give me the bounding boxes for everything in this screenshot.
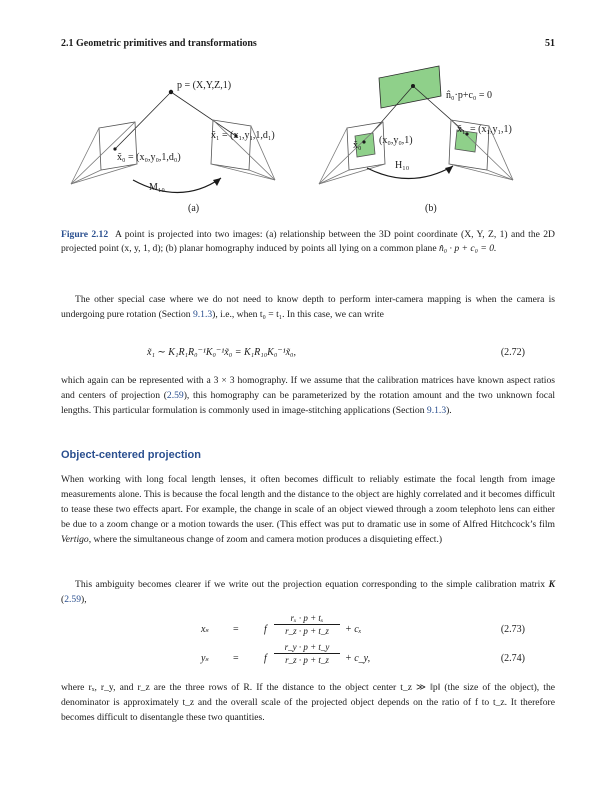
paragraph-homography — [61, 373, 555, 418]
label-x1-right: x̃₁ — [457, 124, 466, 135]
caption-text-1: A point is projected into two images: (a) relationship between the 3D point coordinate (X, Y, Z, 1) and the 2D projected point (x, y, 1, d); (b) planar homography induced by points all lying on a common plane — [61, 229, 555, 254]
label-x0-right: x̃₀ — [353, 140, 362, 151]
eq274-plus: + c_y, — [345, 653, 371, 664]
equation-ref-link-2[interactable]: 2.59 — [64, 594, 81, 605]
para3-text-1: When working with long focal length lenses, it often becomes difficult to reliably estimate the focal length from image measurements alone. This is because the focal length and the distance to the object are highly correlated and it becomes difficult to tease these two effects apart. For example, the change in scale of an object viewed through a zoom telephoto lens can either be due to a zoom change or a motion towards the user. (This effect was put to dramatic use in some of Alfred Hitchcock’s film — [61, 474, 555, 530]
camera-right-image-a — [211, 120, 251, 170]
section-ref-link[interactable]: 9.1.3 — [192, 309, 213, 320]
equation-ref-link[interactable]: 2.59 — [166, 390, 184, 401]
para1-text-1: The other special case where we do not need to know depth to perform inter-camera mapping is when the camera is undergoing pure rotation (Section — [61, 294, 555, 320]
eq273-number: (2.73) — [500, 624, 525, 635]
eq273-equals: = — [233, 624, 239, 635]
film-title: Vertigo — [61, 534, 89, 545]
paragraph-ambiguity — [61, 577, 555, 607]
ray-left-a — [115, 92, 171, 149]
equation-2-74 — [61, 642, 555, 678]
arrow-h10 — [367, 166, 453, 179]
section-ref-link-2[interactable]: 9.1.3 — [426, 405, 447, 416]
eq274-equals: = — [233, 653, 239, 664]
label-plane-eq: n̂₀·p+c₀ = 0 — [446, 90, 493, 101]
label-x1-coords: = (x₁,y₁,1) — [470, 124, 512, 135]
page-number: 51 — [545, 38, 555, 49]
panel-a — [71, 92, 275, 193]
equation-body: x̃₁ ∼ K₁R₁R₀⁻¹K₀⁻¹x̃₀ = K₁R₁₀K₀⁻¹x̃₀, — [147, 347, 297, 358]
eq274-fraction — [274, 642, 340, 665]
figure-diagram — [61, 56, 555, 220]
figure-caption — [61, 228, 555, 255]
label-point-p: p = (X,Y,Z,1) — [177, 80, 232, 91]
eq273-lhs: xₛ — [201, 624, 209, 635]
eq274-denominator: r_z · p + t_z — [285, 655, 329, 665]
label-h10: H₁₀ — [395, 160, 410, 171]
eq274-f: f — [264, 653, 267, 664]
para1-text-2: ), i.e., when t₀ = t₁. In this case, we can write — [212, 309, 384, 320]
paragraph-long-focal — [61, 472, 555, 547]
para5-text: where rₓ, r_y, and r_z are the three rows of R. If the distance to the object center t_z ≫ ‖p‖ (the size of the object), the denominator is approximately t_z and the overall scale of the projected object depends on the ratio of f to t_z. It therefore becomes difficult to disentangle these two quantities. — [61, 682, 555, 723]
plane-3d — [379, 66, 441, 108]
equation-number: (2.72) — [500, 347, 525, 358]
eq273-numerator: rₓ · p + tₓ — [274, 613, 340, 625]
para2-text-3: ). — [446, 405, 452, 416]
label-sub-a: (a) — [188, 203, 200, 214]
section-title: 2.1 Geometric primitives and transformations — [61, 38, 257, 49]
para2-text-1: which again can be represented with a 3 × 3 homography. If we assume that the calibration matrices have known aspect ratios and centers of projection ( — [61, 375, 555, 401]
para4-text-3: ), — [81, 594, 87, 605]
label-x0-left: x̃₀ = (x₀,y₀,1,d₀) — [117, 152, 181, 163]
label-m10: M₁₀ — [149, 182, 165, 193]
paragraph-denominator — [61, 680, 555, 725]
matrix-k: K — [548, 579, 555, 590]
eq273-denominator: r_z · p + t_z — [285, 626, 329, 636]
subsection-heading: Object-centered projection — [61, 449, 201, 461]
running-head — [61, 38, 555, 52]
para4-text-1: This ambiguity becomes clearer if we write out the projection equation corresponding to the simple calibration matrix — [75, 579, 549, 590]
arrow-m10 — [133, 178, 221, 193]
equation-2-72 — [61, 344, 555, 366]
label-sub-b: (b) — [425, 203, 437, 214]
caption-label: Figure 2.12 — [61, 229, 109, 240]
eq273-fraction — [274, 613, 340, 636]
figure-2-12 — [61, 56, 555, 220]
para4-text-2: ( — [61, 594, 65, 605]
label-x0-coords: (x₀,y₀,1) — [379, 135, 413, 146]
para3-text-2: , where the simultaneous change of zoom and camera motion produces a disquieting effect.) — [88, 534, 443, 545]
paragraph-rotation — [61, 292, 555, 322]
eq273-plus: + cₓ — [345, 624, 362, 635]
eq274-number: (2.74) — [500, 653, 525, 664]
eq274-numerator: r_y · p + t_y — [274, 642, 340, 654]
para2-text-2: ), this homography can be parameterized by the rotation amount and the two unknown focal lengths. This particular formulation is commonly used in image-stitching applications (Section — [61, 390, 555, 416]
point-p — [169, 90, 173, 94]
caption-text-2: n̂₀ · p + c₀ = 0. — [439, 242, 497, 254]
eq274-lhs: yₛ — [201, 653, 209, 664]
label-x1-left: x̃₁ = (x₁,y₁,1,d₁) — [211, 130, 275, 141]
eq273-f: f — [264, 624, 267, 635]
